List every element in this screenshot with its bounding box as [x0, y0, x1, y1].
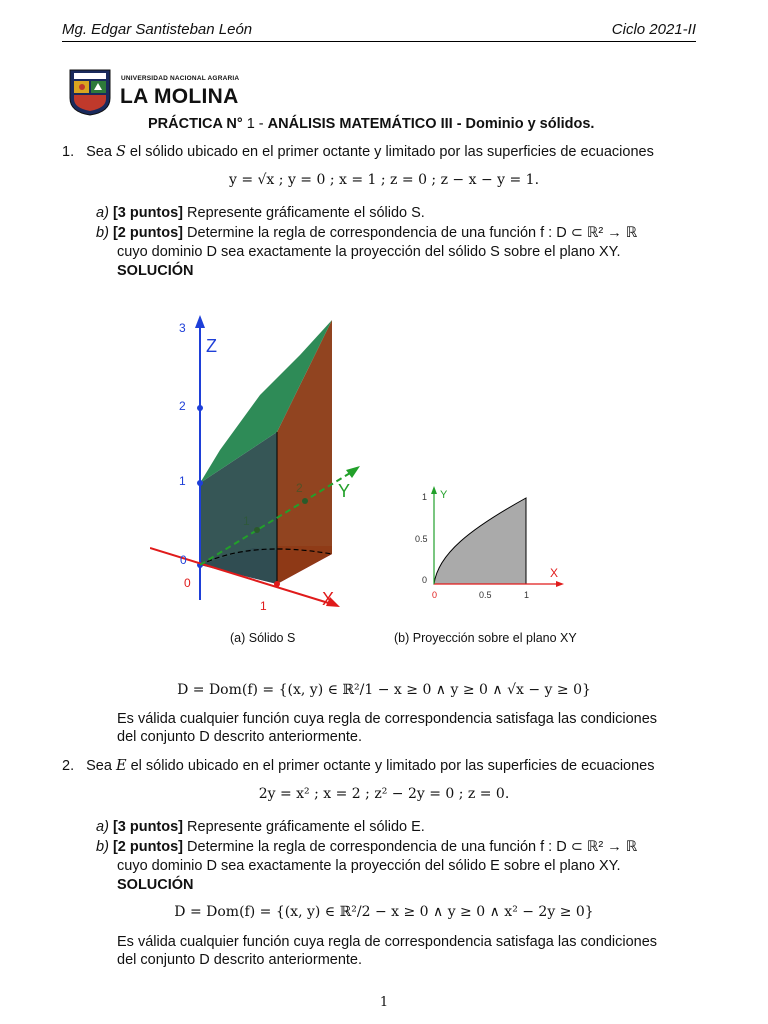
- problem2-solid: E: [115, 758, 127, 774]
- problem2-part-a: [96, 818, 425, 837]
- caption-b: (b) Proyección sobre el plano XY: [394, 631, 577, 645]
- z-tick-3: 3: [179, 321, 186, 335]
- header-cycle: Ciclo 2021-II: [611, 21, 696, 38]
- z-tick-dot-1: [197, 480, 203, 486]
- problem2-note-line1: Es válida cualquier función cuya regla de correspondencia satisfaga las condiciones: [117, 934, 658, 950]
- problem1-part-b-line2: cuyo dominio D sea exactamente la proyección del sólido S sobre el plano XY.: [117, 244, 621, 260]
- problem1-part-b: [96, 224, 637, 243]
- problem1-equations: y = √x ; y = 0 ; x = 1 ; z = 0 ; z − x − y = 1.: [228, 172, 540, 188]
- part-b-text1: Determine la regla de correspondencia de una función f : D ⊂ ℝ² → ℝ: [183, 225, 638, 241]
- problem2-number: 2.: [62, 758, 75, 774]
- p2-part-a-label: a): [96, 819, 109, 835]
- header-author: Mg. Edgar Santisteban León: [62, 21, 253, 38]
- y-tick-dot-2: [302, 498, 308, 504]
- title-prefix: PRÁCTICA N°: [148, 116, 243, 132]
- y-label: Y: [338, 481, 351, 501]
- y-label-2d: Y: [440, 489, 448, 501]
- y-tick-0-2d: 0: [422, 575, 428, 585]
- p2-part-a-text: Represente gráficamente el sólido E.: [183, 819, 425, 835]
- y-axis-arrow: [346, 466, 360, 478]
- x-tick-1: 1: [260, 599, 267, 613]
- problem1-domain: D = Dom(f) = {(x, y) ∈ ℝ²/1 − x ≥ 0 ∧ y ≥ 0 ∧ √x − y ≥ 0}: [177, 682, 591, 698]
- problem2-solution-label: SOLUCIÓN: [117, 877, 194, 893]
- part-a-label: a): [96, 205, 109, 221]
- problem1-note-line2: del conjunto D descrito anteriormente.: [117, 729, 363, 745]
- y-tick-2: 2: [296, 481, 303, 495]
- problem2-part-b: [96, 838, 637, 857]
- z-axis-arrow: [195, 315, 205, 328]
- origin-label: 0: [184, 576, 191, 590]
- z-tick-2: 2: [179, 399, 186, 413]
- problem2-domain: D = Dom(f) = {(x, y) ∈ ℝ²/2 − x ≥ 0 ∧ y ≥ 0 ∧ x² − 2y ≥ 0}: [174, 904, 594, 920]
- y-tick-1-2d: 1: [422, 492, 428, 502]
- problem1-solution-label: SOLUCIÓN: [117, 263, 194, 279]
- part-a-points: [3 puntos]: [112, 205, 184, 221]
- x-tick-05-2d: 0.5: [479, 590, 492, 600]
- problem1-part-a: [96, 204, 425, 223]
- page-title: [148, 116, 594, 132]
- problem1-text-b: el sólido ubicado en el primer octante y limitado por las superficies de ecuaciones: [125, 144, 654, 160]
- logo-university-big: LA MOLINA: [120, 85, 239, 108]
- z-tick-1: 1: [179, 474, 186, 488]
- p2-part-b-text1: Determine la regla de correspondencia de una función f : D ⊂ ℝ² → ℝ: [183, 839, 638, 855]
- title-topic: ANÁLISIS MATEMÁTICO III - Dominio y sólidos.: [267, 116, 595, 132]
- problem1-statement: [62, 143, 654, 162]
- x-label: X: [322, 589, 335, 609]
- problem2-text-a: Sea: [86, 758, 116, 774]
- x-label-2d: X: [550, 566, 559, 580]
- problem1-number: 1.: [62, 144, 75, 160]
- problem1-text-a: Sea: [86, 144, 116, 160]
- part-b-points: [2 puntos]: [112, 225, 184, 241]
- p2-part-b-label: b): [96, 839, 109, 855]
- z-tick-dot-2: [197, 405, 203, 411]
- figure-projection-2d: [400, 484, 580, 616]
- z-label: Z: [206, 336, 217, 356]
- y-tick-05-2d: 0.5: [415, 534, 428, 544]
- problem2-part-b-line2: cuyo dominio D sea exactamente la proyección del sólido E sobre el plano XY.: [117, 858, 621, 874]
- figure-solid-3d: [150, 310, 380, 620]
- page-number: 1: [379, 995, 389, 1010]
- z-tick-0: 0: [180, 553, 187, 567]
- problem1-note-line1: Es válida cualquier función cuya regla de correspondencia satisfaga las condiciones: [117, 711, 658, 727]
- p2-part-b-points: [2 puntos]: [112, 839, 184, 855]
- x-tick-dot-1: [274, 581, 280, 587]
- problem2-statement: [62, 757, 655, 776]
- part-a-text: Represente gráficamente el sólido S.: [183, 205, 425, 221]
- p2-part-a-points: [3 puntos]: [112, 819, 184, 835]
- header-rule: [62, 41, 696, 42]
- part-b-label: b): [96, 225, 109, 241]
- y-tick-1: 1: [243, 514, 250, 528]
- projection-region: [434, 498, 526, 584]
- y-tick-dot-1: [254, 527, 260, 533]
- problem2-note-line2: del conjunto D descrito anteriormente.: [117, 952, 363, 968]
- x-tick-1-2d: 1: [524, 590, 530, 600]
- university-seal: [68, 68, 112, 116]
- caption-a: (a) Sólido S: [230, 631, 296, 645]
- problem2-equations: 2y = x² ; x = 2 ; z² − 2y = 0 ; z = 0.: [258, 786, 510, 802]
- title-number: 1 -: [242, 116, 268, 132]
- x-tick-0-2d: 0: [432, 590, 438, 600]
- problem2-text-b: el sólido ubicado en el primer octante y limitado por las superficies de ecuaciones: [126, 758, 655, 774]
- logo-university-small: UNIVERSIDAD NACIONAL AGRARIA: [121, 75, 240, 82]
- problem1-solid: S: [115, 144, 126, 160]
